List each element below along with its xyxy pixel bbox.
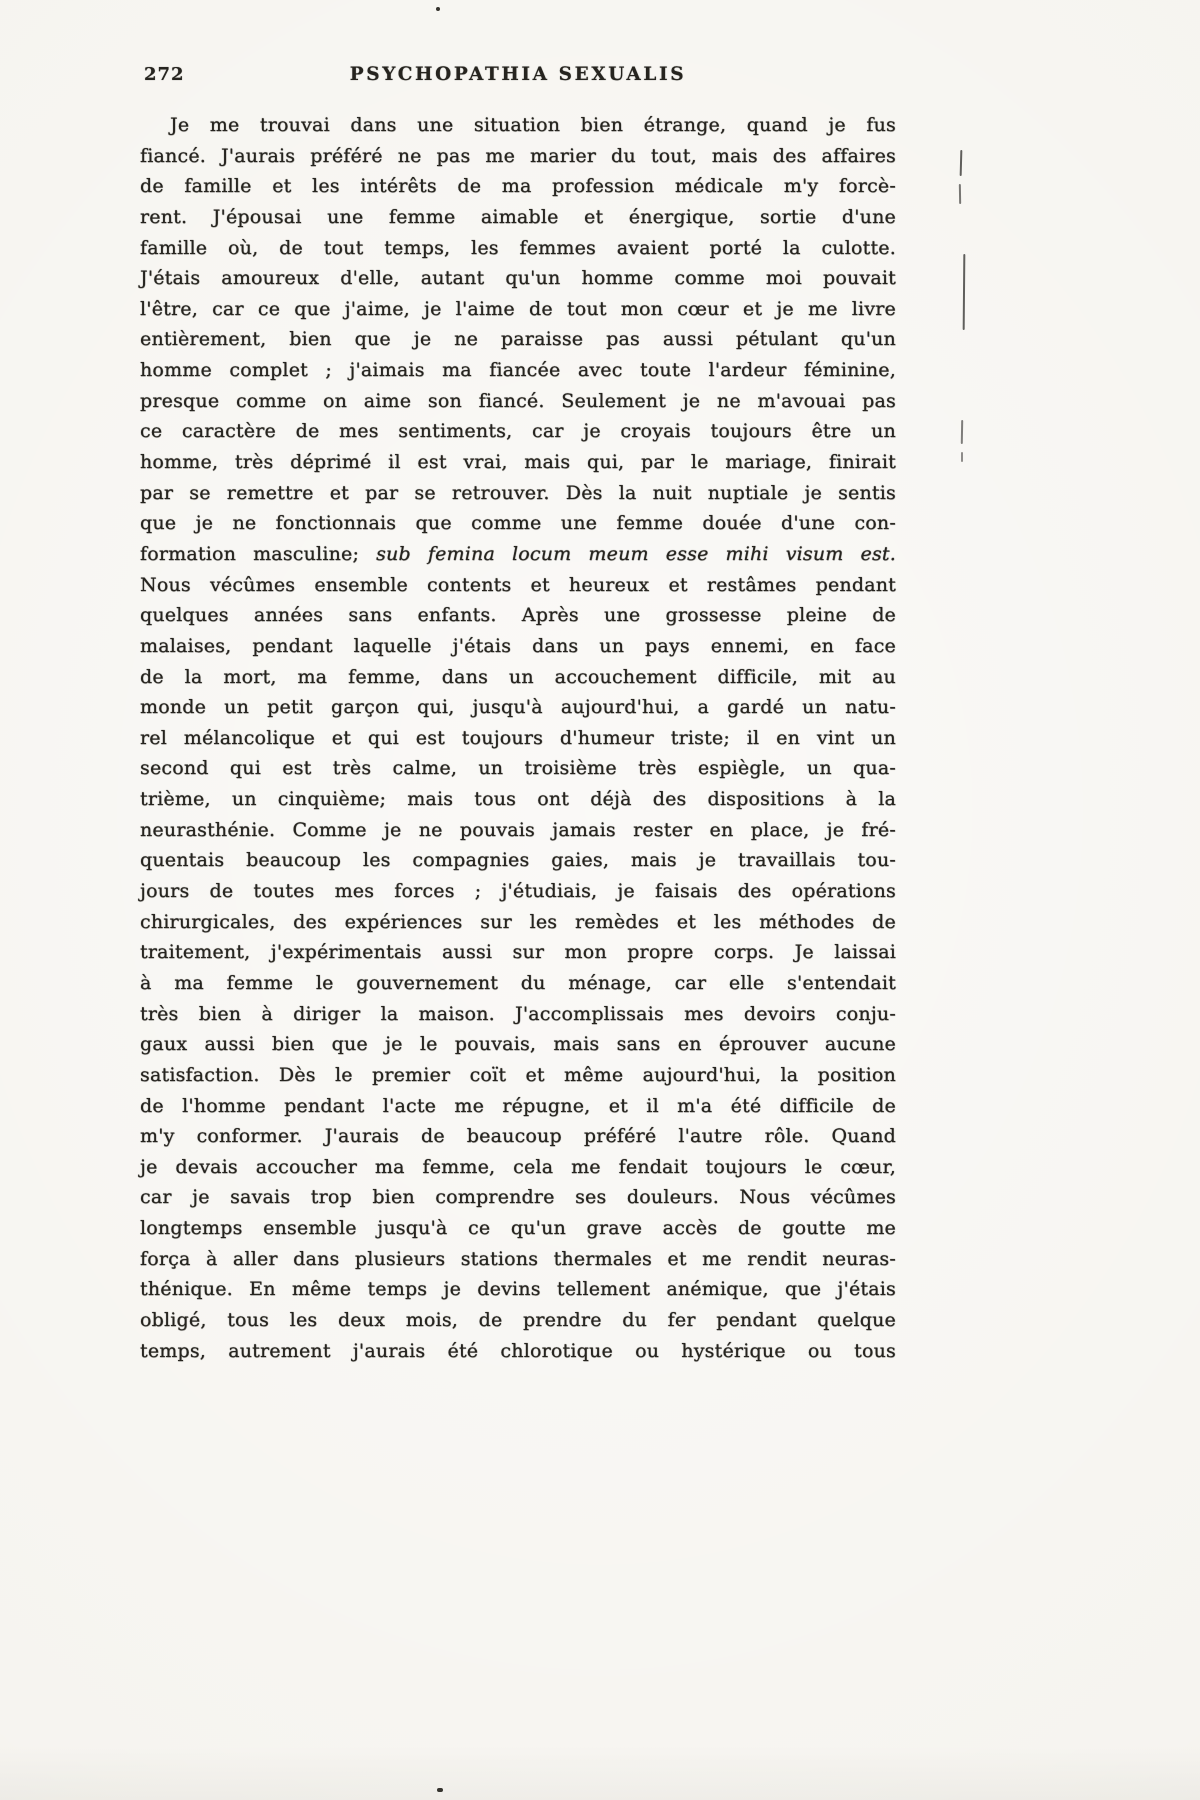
text-segment: gaux aussi bien que je le pouvais, mais sans en éprouver aucune: [140, 1033, 896, 1056]
text-line: [140, 416, 896, 447]
text-line: [140, 141, 896, 172]
text-line: [140, 478, 896, 509]
text-segment: à ma femme le gouvernement du ménage, car elle s'entendait: [140, 971, 896, 994]
scan-speck-top: [436, 7, 440, 11]
scan-speck-bottom: [437, 1788, 443, 1792]
text-segment: fiancé. J'aurais préféré ne pas me marier du tout, mais des affaires: [140, 144, 896, 167]
text-segment: presque comme on aime son fiancé. Seulement je ne m'avouai pas: [140, 389, 896, 412]
pencil-margin-mark: [963, 254, 966, 330]
text-segment: quelques années sans enfants. Après une grossesse pleine de: [140, 604, 896, 627]
text-line: [140, 355, 896, 386]
text-segment: malaises, pendant laquelle j'étais dans un pays ennemi, en face: [140, 634, 896, 657]
latin-italic-segment: sub femina locum meum esse mihi visum est.: [376, 542, 896, 565]
text-segment: de l'homme pendant l'acte me répugne, et il m'a été difficile de: [140, 1094, 896, 1117]
text-line: [140, 907, 896, 938]
text-segment: neurasthénie. Comme je ne pouvais jamais rester en place, je fré-: [140, 818, 896, 841]
pencil-margin-mark: [961, 420, 963, 444]
text-segment: homme, très déprimé il est vrai, mais qui, par le mariage, finirait: [140, 451, 896, 474]
text-segment: obligé, tous les deux mois, de prendre du fer pendant quelque: [140, 1308, 896, 1331]
text-segment: m'y conformer. J'aurais de beaucoup préféré l'autre rôle. Quand: [140, 1125, 896, 1148]
text-segment: ce caractère de mes sentiments, car je croyais toujours être un: [140, 420, 896, 443]
text-segment: jours de toutes mes forces ; j'étudiais, je faisais des opérations: [140, 880, 896, 903]
text-line: [140, 1152, 896, 1183]
text-line: [140, 233, 896, 264]
text-segment: de famille et les intérêts de ma profession médicale m'y forcè-: [140, 175, 896, 198]
text-line: [140, 1336, 896, 1367]
pencil-margin-mark: [960, 150, 963, 176]
text-segment: thénique. En même temps je devins tellement anémique, que j'étais: [140, 1278, 896, 1301]
text-line: [140, 171, 896, 202]
text-segment: formation masculine;: [140, 542, 377, 565]
text-line: [140, 1091, 896, 1122]
text-segment: temps, autrement j'aurais été chlorotique ou hystérique ou tous: [140, 1339, 896, 1362]
text-line: [140, 294, 896, 325]
text-line: [140, 692, 896, 723]
text-line: [140, 815, 896, 846]
text-line: [140, 263, 896, 294]
text-line: [140, 631, 896, 662]
text-segment: satisfaction. Dès le premier coït et même aujourd'hui, la position: [140, 1063, 896, 1086]
text-line: [140, 845, 896, 876]
pencil-margin-mark: [959, 184, 961, 204]
text-segment: quentais beaucoup les compagnies gaies, mais je travaillais tou-: [140, 849, 896, 872]
text-line: [140, 110, 896, 141]
text-segment: trième, un cinquième; mais tous ont déjà des dispositions à la: [140, 788, 896, 811]
text-line: [140, 600, 896, 631]
page-number: 272: [144, 64, 185, 85]
text-segment: traitement, j'expérimentais aussi sur mon propre corps. Je laissai: [140, 941, 896, 964]
text-segment: chirurgicales, des expériences sur les remèdes et les méthodes de: [140, 910, 896, 933]
running-title: PSYCHOPATHIA SEXUALIS: [349, 64, 687, 85]
text-segment: de la mort, ma femme, dans un accouchement difficile, mit au: [140, 665, 896, 688]
text-line: [140, 539, 896, 570]
text-line: [140, 1213, 896, 1244]
text-line: [140, 937, 896, 968]
text-segment: J'étais amoureux d'elle, autant qu'un homme comme moi pouvait: [140, 267, 896, 290]
text-segment: força à aller dans plusieurs stations thermales et me rendit neuras-: [140, 1247, 896, 1270]
text-segment: que je ne fonctionnais que comme une femme douée d'une con-: [140, 512, 896, 535]
text-segment: par se remettre et par se retrouver. Dès la nuit nuptiale je sentis: [140, 481, 896, 504]
text-line: [140, 1274, 896, 1305]
text-segment: rent. J'épousai une femme aimable et énergique, sortie d'une: [140, 205, 896, 228]
text-line: [140, 876, 896, 907]
text-segment: l'être, car ce que j'aime, je l'aime de tout mon cœur et je me livre: [140, 297, 896, 320]
text-line: [140, 324, 896, 355]
text-line: [140, 999, 896, 1030]
text-line: [140, 1182, 896, 1213]
body-text: [140, 110, 896, 1366]
text-line: [140, 662, 896, 693]
text-line: [140, 723, 896, 754]
text-line: [140, 784, 896, 815]
text-segment: je devais accoucher ma femme, cela me fendait toujours le cœur,: [140, 1155, 896, 1178]
text-segment: entièrement, bien que je ne paraisse pas aussi pétulant qu'un: [140, 328, 896, 351]
page-header: [140, 62, 896, 90]
text-segment: longtemps ensemble jusqu'à ce qu'un grave accès de goutte me: [140, 1217, 896, 1240]
pencil-margin-mark: [961, 452, 963, 462]
text-line: [140, 1244, 896, 1275]
text-line: [140, 386, 896, 417]
text-line: [140, 570, 896, 601]
text-line: [140, 1060, 896, 1091]
text-line: [140, 202, 896, 233]
text-segment: rel mélancolique et qui est toujours d'humeur triste; il en vint un: [140, 726, 896, 749]
text-segment: monde un petit garçon qui, jusqu'à aujourd'hui, a gardé un natu-: [140, 696, 896, 719]
text-line: [140, 447, 896, 478]
text-line: [140, 968, 896, 999]
text-segment: très bien à diriger la maison. J'accomplissais mes devoirs conju-: [140, 1002, 896, 1025]
text-line: [140, 508, 896, 539]
text-segment: famille où, de tout temps, les femmes avaient porté la culotte.: [140, 236, 896, 259]
text-line: [140, 1305, 896, 1336]
text-segment: homme complet ; j'aimais ma fiancée avec toute l'ardeur féminine,: [140, 359, 896, 382]
text-segment: Nous vécûmes ensemble contents et heureux et restâmes pendant: [140, 573, 896, 596]
text-segment: second qui est très calme, un troisième très espiègle, un qua-: [140, 757, 896, 780]
text-line: [140, 1029, 896, 1060]
text-line: [140, 1121, 896, 1152]
text-segment: Je me trouvai dans une situation bien étrange, quand je fus: [170, 114, 896, 136]
text-line: [140, 753, 896, 784]
text-segment: car je savais trop bien comprendre ses douleurs. Nous vécûmes: [140, 1186, 896, 1209]
